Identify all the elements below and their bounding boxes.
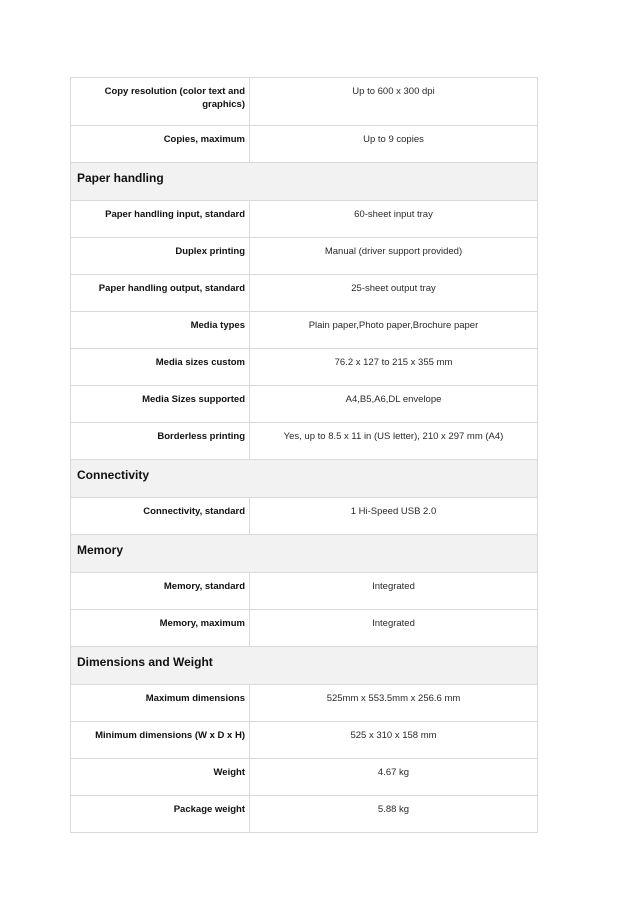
spec-value: 5.88 kg [250, 796, 538, 833]
spec-label: Media sizes custom [71, 349, 250, 386]
section-header-dimensions-weight [71, 647, 538, 685]
spec-value: 60-sheet input tray [250, 201, 538, 238]
spec-label: Weight [71, 759, 250, 796]
spec-row [71, 573, 538, 610]
spec-label: Paper handling output, standard [71, 275, 250, 312]
spec-value: Integrated [250, 610, 538, 647]
spec-label: Media Sizes supported [71, 386, 250, 423]
section-header-paper-handling [71, 163, 538, 201]
spec-label: Package weight [71, 796, 250, 833]
spec-row [71, 201, 538, 238]
spec-value: Integrated [250, 573, 538, 610]
section-heading: Paper handling [71, 163, 538, 201]
section-header-memory [71, 535, 538, 573]
section-header-connectivity [71, 460, 538, 498]
spec-value: 525 x 310 x 158 mm [250, 722, 538, 759]
spec-label: Maximum dimensions [71, 685, 250, 722]
spec-row [71, 423, 538, 460]
section-heading: Dimensions and Weight [71, 647, 538, 685]
spec-label: Duplex printing [71, 238, 250, 275]
spec-value: Up to 600 x 300 dpi [250, 78, 538, 126]
spec-value: 525mm x 553.5mm x 256.6 mm [250, 685, 538, 722]
spec-value: Yes, up to 8.5 x 11 in (US letter), 210 x 297 mm (A4) [250, 423, 538, 460]
spec-label: Copy resolution (color text and graphics) [71, 78, 250, 126]
spec-label: Borderless printing [71, 423, 250, 460]
spec-value: 1 Hi-Speed USB 2.0 [250, 498, 538, 535]
spec-row [71, 610, 538, 647]
spec-label: Copies, maximum [71, 126, 250, 163]
spec-row [71, 685, 538, 722]
spec-label: Minimum dimensions (W x D x H) [71, 722, 250, 759]
spec-row [71, 386, 538, 423]
spec-value: Plain paper,Photo paper,Brochure paper [250, 312, 538, 349]
spec-label: Paper handling input, standard [71, 201, 250, 238]
spec-table [70, 77, 538, 833]
spec-row [71, 498, 538, 535]
spec-row [71, 722, 538, 759]
spec-label: Connectivity, standard [71, 498, 250, 535]
spec-row [71, 312, 538, 349]
spec-value: Up to 9 copies [250, 126, 538, 163]
spec-row [71, 275, 538, 312]
spec-value: 76.2 x 127 to 215 x 355 mm [250, 349, 538, 386]
spec-label: Media types [71, 312, 250, 349]
section-heading: Connectivity [71, 460, 538, 498]
spec-value: 25-sheet output tray [250, 275, 538, 312]
spec-row [71, 796, 538, 833]
spec-row [71, 349, 538, 386]
section-heading: Memory [71, 535, 538, 573]
spec-value: A4,B5,A6,DL envelope [250, 386, 538, 423]
spec-row [71, 238, 538, 275]
spec-row [71, 126, 538, 163]
spec-row [71, 78, 538, 126]
spec-label: Memory, maximum [71, 610, 250, 647]
spec-value: 4.67 kg [250, 759, 538, 796]
spec-value: Manual (driver support provided) [250, 238, 538, 275]
spec-label: Memory, standard [71, 573, 250, 610]
spec-row [71, 759, 538, 796]
